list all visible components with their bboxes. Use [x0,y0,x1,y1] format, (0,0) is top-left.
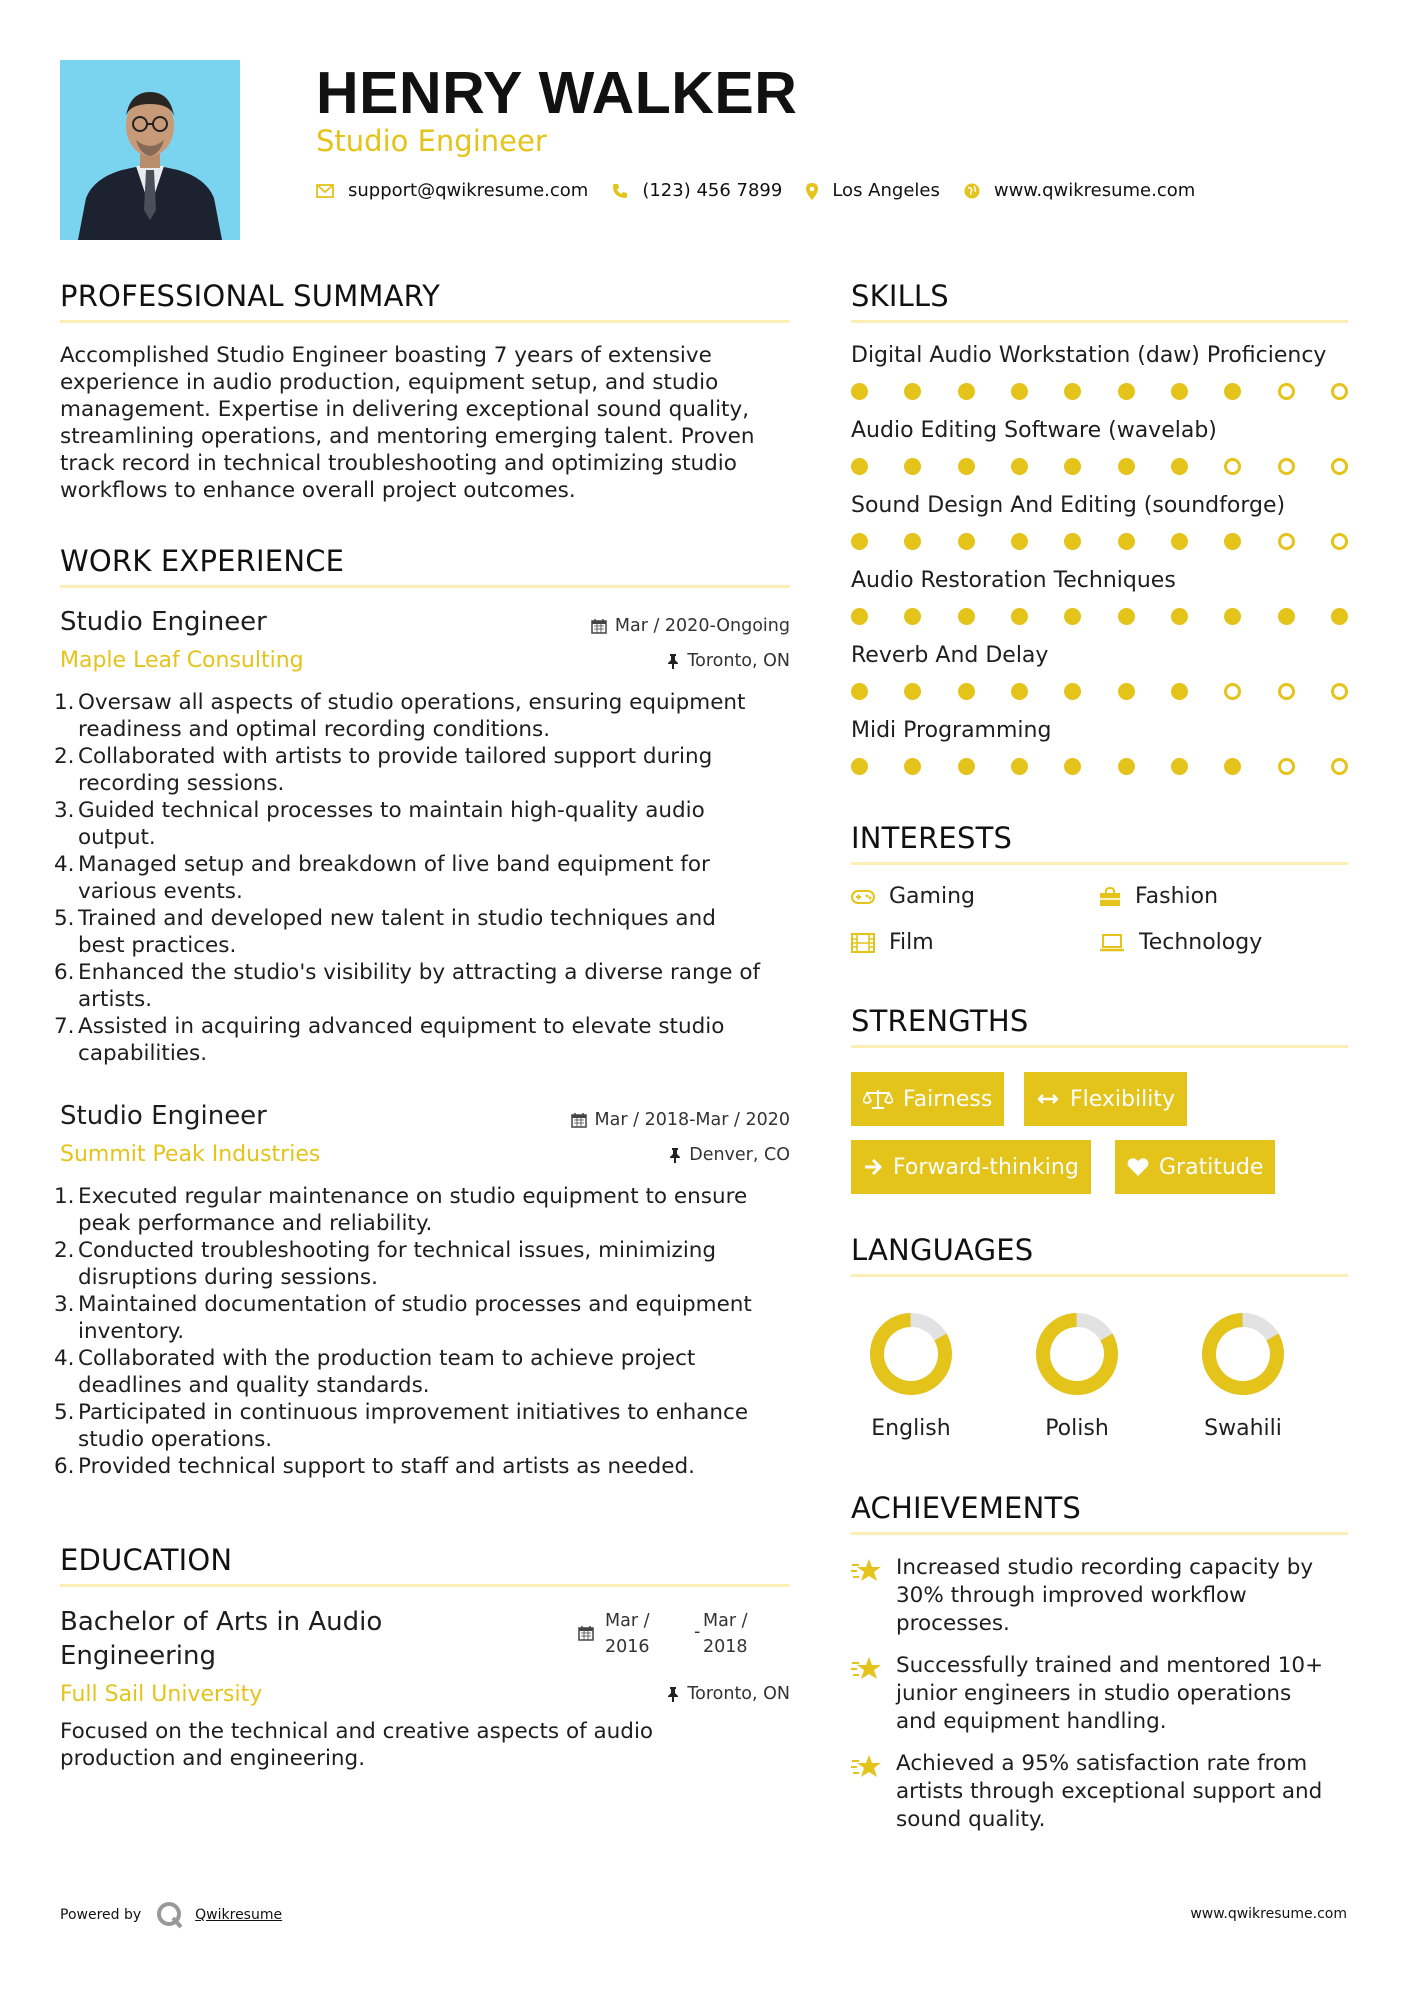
list-item [54,797,760,851]
interest-item [1099,929,1262,957]
skill-rating [851,756,1348,776]
list-number: 2. [54,1238,75,1263]
bullet-line: best practices. [78,933,237,958]
skill-dot-filled [958,683,975,700]
strength-tag [851,1140,1091,1194]
star-icon [851,1753,883,1781]
degree-name [60,1605,382,1673]
skill-dot-filled [1224,533,1241,550]
edu-date-dash: - [694,1622,701,1642]
footer-powered-by [60,1900,282,1930]
bullet-line: inventory. [78,1319,185,1344]
strength-tag [1024,1072,1187,1126]
list-item [54,851,760,905]
list-item [54,1291,752,1345]
bullet-line: output. [78,825,156,850]
experience-rule [60,585,790,588]
edu-start-date [605,1608,650,1660]
skill-name: Midi Programming [851,718,1052,743]
list-item [54,1013,760,1067]
arrow-right-icon [863,1158,883,1176]
skill-dot-filled [1011,683,1028,700]
skill-dot-filled [1011,758,1028,775]
star-icon [851,1557,883,1585]
list-number: 3. [54,1292,75,1317]
envelope-icon [316,184,334,198]
skill-dot-empty [1278,383,1295,400]
language-name: Polish [1045,1416,1109,1441]
strength-label: Gratitude [1159,1154,1264,1180]
list-number: 4. [54,1346,75,1371]
skill-rating [851,606,1348,626]
edu-end-year: 2018 [703,1637,748,1657]
skill-name: Sound Design And Editing (soundforge) [851,493,1286,518]
skill-dot-filled [1064,758,1081,775]
skill-dot-empty [1331,683,1348,700]
qwikresume-logo-icon [155,1900,185,1930]
job-title: Studio Engineer [60,607,267,637]
contact-email[interactable] [316,178,588,204]
company-name: Summit Peak Industries [60,1142,321,1167]
interest-item [851,883,975,911]
skill-dot-filled [904,533,921,550]
list-number: 3. [54,798,75,823]
achievements-heading: ACHIEVEMENTS [851,1491,1081,1525]
skill-dot-filled [851,458,868,475]
summary-line: streamlining operations, and mentoring emerging talent. Proven [60,424,755,449]
skill-dot-filled [851,383,868,400]
edu-description-line: Focused on the technical and creative aspects of audio [60,1719,654,1744]
footer-website[interactable]: www.qwikresume.com [1190,1906,1347,1922]
contact-phone-text: (123) 456 7899 [642,180,783,201]
interest-item [851,929,934,957]
skill-dot-empty [1331,533,1348,550]
job-bullets [54,1183,752,1480]
skill-dot-filled [958,383,975,400]
calendar-icon [571,1112,587,1128]
list-number: 1. [54,690,75,715]
phone-icon [612,183,628,199]
summary-line: workflows to enhance overall project outcomes. [60,478,576,503]
achievement-line: Achieved a 95% satisfaction rate from [896,1751,1308,1776]
interest-label: Fashion [1135,884,1219,909]
interest-label: Gaming [889,884,975,909]
achievement-line: Successfully trained and mentored 10+ [896,1653,1324,1678]
skill-dot-filled [1064,533,1081,550]
degree-line: Bachelor of Arts in Audio [60,1607,383,1637]
powered-by-text: Powered by [60,1907,142,1923]
skill-dot-filled [851,683,868,700]
pin-icon [669,1147,681,1163]
strength-label: Flexibility [1070,1086,1175,1112]
skills-heading: SKILLS [851,279,949,313]
profile-photo [60,60,240,240]
achievement-item [896,1750,1322,1834]
skill-dot-filled [1118,383,1135,400]
skill-name: Audio Editing Software (wavelab) [851,418,1217,443]
summary-line: track record in technical troubleshooting and optimizing studio [60,451,737,476]
skill-dot-empty [1331,458,1348,475]
skill-dot-empty [1278,533,1295,550]
calendar-icon [591,618,607,634]
skill-dot-filled [1011,383,1028,400]
skill-dot-filled [1118,683,1135,700]
skill-dot-filled [851,758,868,775]
laptop-icon [1099,934,1125,952]
job-location [667,649,790,673]
skill-dot-empty [1224,683,1241,700]
job-location-text: Denver, CO [689,1145,790,1165]
skill-dot-filled [1118,758,1135,775]
achievement-line: processes. [896,1611,1010,1636]
bullet-line: Collaborated with the production team to achieve project [78,1346,696,1371]
skill-dot-filled [904,758,921,775]
skill-dot-filled [958,758,975,775]
edu-end-date [703,1608,748,1660]
achievement-line: junior engineers in studio operations [896,1681,1292,1706]
bullet-line: Assisted in acquiring advanced equipment to elevate studio [78,1014,725,1039]
skill-dot-empty [1278,758,1295,775]
edu-location [667,1682,790,1706]
summary-text [60,342,755,504]
candidate-title: Studio Engineer [316,124,547,158]
strengths-rule [851,1045,1348,1048]
skill-dot-filled [1171,758,1188,775]
skill-dot-filled [1064,683,1081,700]
achievement-line: sound quality. [896,1807,1046,1832]
interests-rule [851,862,1348,865]
bullet-line: Executed regular maintenance on studio equipment to ensure [78,1184,748,1209]
film-icon [851,933,875,953]
interest-label: Film [889,930,934,955]
qwikresume-link[interactable]: Qwikresume [195,1907,283,1923]
strengths-heading: STRENGTHS [851,1004,1029,1038]
skill-rating [851,531,1348,551]
skill-dot-filled [1011,608,1028,625]
skill-dot-filled [1118,608,1135,625]
skill-dot-filled [1064,383,1081,400]
company-name: Maple Leaf Consulting [60,648,304,673]
bullet-line: capabilities. [78,1041,208,1066]
pin-icon [667,1686,679,1702]
map-marker-icon [806,183,818,200]
contact-email-text: support@qwikresume.com [348,180,589,201]
job-location [669,1143,790,1167]
heart-icon [1127,1157,1149,1177]
skill-dot-filled [1011,533,1028,550]
skill-dot-filled [1171,683,1188,700]
contact-bar [316,178,1219,204]
achievement-item [896,1652,1323,1736]
language-ring [863,1306,959,1402]
summary-line: experience in audio production, equipment setup, and studio [60,370,719,395]
skill-dot-filled [1278,608,1295,625]
skill-dot-filled [1171,383,1188,400]
edu-end-month: Mar / [703,1611,748,1631]
summary-line: management. Expertise in delivering exceptional sound quality, [60,397,750,422]
bullet-line: deadlines and quality standards. [78,1373,430,1398]
skill-dot-empty [1331,758,1348,775]
skill-dot-filled [958,458,975,475]
list-item [54,689,760,743]
achievement-line: Increased studio recording capacity by [896,1555,1314,1580]
shopping-bag-icon [1099,887,1121,907]
list-number: 7. [54,1014,75,1039]
skill-rating [851,681,1348,701]
summary-heading: PROFESSIONAL SUMMARY [60,279,441,313]
edu-start-month: Mar / [605,1611,650,1631]
achievement-item [896,1554,1313,1638]
skill-rating [851,381,1348,401]
interest-label: Technology [1139,930,1263,955]
list-item [54,1399,752,1453]
list-number: 5. [54,906,75,931]
skill-dot-filled [958,608,975,625]
bullet-line: artists. [78,987,153,1012]
list-item [54,1237,752,1291]
strength-tag [851,1072,1004,1126]
skill-name: Digital Audio Workstation (daw) Proficiency [851,343,1327,368]
edu-location-text: Toronto, ON [687,1684,790,1704]
edu-description-line: production and engineering. [60,1746,366,1771]
list-item [54,1453,752,1480]
experience-heading: WORK EXPERIENCE [60,544,345,578]
summary-line: Accomplished Studio Engineer boasting 7 years of extensive [60,343,712,368]
job-dates [591,614,790,638]
achievements-rule [851,1532,1348,1535]
skill-dot-empty [1224,458,1241,475]
contact-location [806,178,940,204]
bullet-line: various events. [78,879,243,904]
edu-start-year: 2016 [605,1637,650,1657]
bullet-line: Maintained documentation of studio processes and equipment [78,1292,752,1317]
skill-dot-filled [1224,758,1241,775]
bullet-line: peak performance and reliability. [78,1211,433,1236]
list-number: 1. [54,1184,75,1209]
languages-rule [851,1274,1348,1277]
strength-label: Forward-thinking [893,1154,1079,1180]
bullet-line: Conducted troubleshooting for technical issues, minimizing [78,1238,717,1263]
skill-dot-filled [851,533,868,550]
list-item [54,959,761,1013]
skill-dot-filled [1118,533,1135,550]
contact-location-text: Los Angeles [832,180,940,201]
bullet-line: Participated in continuous improvement initiatives to enhance [78,1400,749,1425]
skill-rating [851,456,1348,476]
skill-dot-filled [1171,458,1188,475]
skill-dot-filled [1224,608,1241,625]
skill-dot-filled [1331,608,1348,625]
edu-description [60,1718,653,1772]
bullet-line: readiness and optimal recording conditions. [78,717,551,742]
list-item [54,1345,752,1399]
education-heading: EDUCATION [60,1543,233,1577]
skill-dot-filled [958,533,975,550]
skill-dot-filled [851,608,868,625]
contact-website-text: www.qwikresume.com [993,180,1196,201]
list-item [54,743,760,797]
bullet-line: Enhanced the studio's visibility by attracting a diverse range of [78,960,761,985]
list-item [54,1183,752,1237]
skill-dot-filled [1171,533,1188,550]
degree-line: Engineering [60,1641,216,1671]
bullet-line: Guided technical processes to maintain high-quality audio [78,798,705,823]
skill-dot-filled [1064,458,1081,475]
list-number: 6. [54,1454,75,1479]
list-number: 5. [54,1400,75,1425]
list-item [54,905,760,959]
school-name: Full Sail University [60,1682,263,1707]
achievement-line: artists through exceptional support and [896,1779,1323,1804]
bullet-line: Trained and developed new talent in studio techniques and [78,906,716,931]
skill-dot-filled [904,383,921,400]
language-name: Swahili [1204,1416,1282,1441]
strength-tag [1115,1140,1275,1194]
calendar-icon [578,1625,594,1641]
skill-dot-filled [904,608,921,625]
bullet-line: recording sessions. [78,771,285,796]
pin-icon [667,653,679,669]
bullet-line: Managed setup and breakdown of live band equipment for [78,852,710,877]
bullet-line: studio operations. [78,1427,273,1452]
job-dates-text: Mar / 2018-Mar / 2020 [594,1110,790,1130]
skill-dot-filled [904,458,921,475]
interests-heading: INTERESTS [851,821,1013,855]
strength-label: Fairness [903,1086,993,1112]
skill-name: Audio Restoration Techniques [851,568,1176,593]
job-dates [571,1108,790,1132]
globe-icon [964,183,980,199]
skill-dot-empty [1331,383,1348,400]
contact-phone[interactable] [612,178,782,204]
list-number: 4. [54,852,75,877]
contact-website[interactable] [964,178,1195,204]
skill-dot-filled [1171,608,1188,625]
skill-dot-filled [1118,458,1135,475]
gamepad-icon [851,890,875,904]
skill-dot-filled [1011,458,1028,475]
arrows-horizontal-icon [1036,1092,1060,1106]
languages-heading: LANGUAGES [851,1233,1034,1267]
skill-dot-filled [904,683,921,700]
achievement-line: and equipment handling. [896,1709,1167,1734]
skill-dot-empty [1278,683,1295,700]
language-ring [1029,1306,1125,1402]
summary-rule [60,320,790,323]
job-location-text: Toronto, ON [687,651,790,671]
skill-name: Reverb And Delay [851,643,1049,668]
skill-dot-filled [1064,608,1081,625]
bullet-line: disruptions during sessions. [78,1265,378,1290]
job-bullets [54,689,761,1067]
skills-rule [851,320,1348,323]
skill-dot-filled [1224,383,1241,400]
candidate-name: HENRY WALKER [316,60,798,126]
star-icon [851,1655,883,1683]
education-rule [60,1584,790,1587]
interest-item [1099,883,1218,911]
list-number: 6. [54,960,75,985]
balance-scale-icon [863,1088,893,1110]
bullet-line: Collaborated with artists to provide tailored support during [78,744,713,769]
bullet-line: Oversaw all aspects of studio operations, ensuring equipment [78,690,746,715]
list-number: 2. [54,744,75,769]
achievement-line: 30% through improved workflow [896,1583,1247,1608]
job-dates-text: Mar / 2020-Ongoing [614,616,790,636]
bullet-line: Provided technical support to staff and artists as needed. [78,1454,695,1479]
job-title: Studio Engineer [60,1101,267,1131]
language-name: English [871,1416,951,1441]
skill-dot-empty [1278,458,1295,475]
language-ring [1195,1306,1291,1402]
